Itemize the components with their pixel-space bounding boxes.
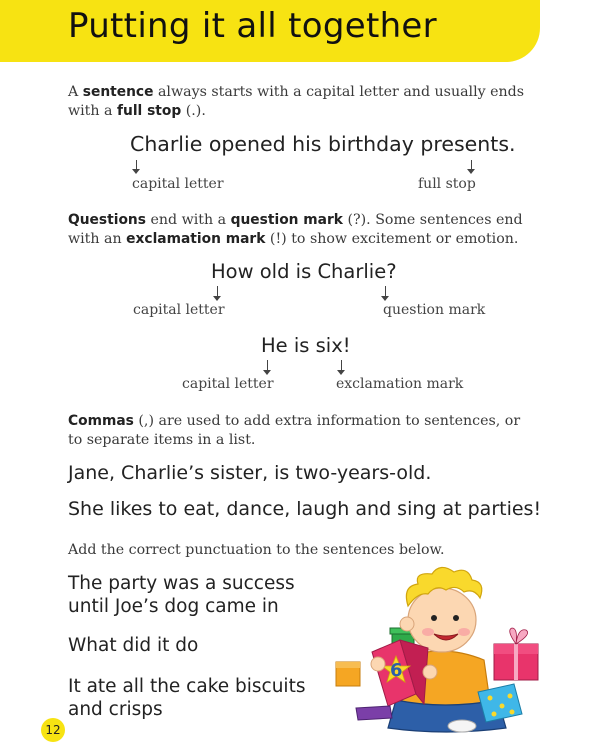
exercise-3-line-1: It ate all the cake biscuits: [68, 676, 306, 697]
exercise-3: [68, 675, 305, 721]
label-capital-letter-2: capital letter: [133, 302, 225, 318]
exercise-3-line-2: and crisps: [68, 699, 163, 720]
arrow-capital-1: [132, 160, 141, 174]
page-number: 12: [41, 718, 65, 742]
orange-gift-icon: [336, 662, 360, 686]
intro-paragraph: A sentence always starts with a capital letter and usually ends with a full stop (.).: [68, 84, 525, 119]
exercise-1-line-1: The party was a success: [68, 573, 295, 594]
boy-hand-right: [423, 665, 437, 679]
example-sentence-1: Charlie opened his birthday presents.: [130, 132, 516, 156]
label-exclamation-mark: exclamation mark: [336, 376, 464, 392]
questions-paragraph: Questions end with a question mark (?). Some sentences end with an exclamation mark (!) to show excitement or emotion.: [68, 212, 523, 247]
boy-eye-left: [431, 615, 437, 621]
exercise-2: [68, 634, 198, 657]
boy-face: [408, 588, 476, 652]
commas-paragraph: Commas (,) are used to add extra information to sentences, or to separate items in a list.: [68, 413, 521, 448]
term-commas: Commas: [68, 413, 134, 429]
label-capital-letter-3: capital letter: [182, 376, 274, 392]
instruction-text: Add the correct punctuation to the sentences below.: [68, 542, 445, 558]
arrow-exclamation-mark: [337, 360, 346, 375]
exercise-1: [68, 572, 295, 618]
term-full-stop: full stop: [117, 103, 182, 119]
birthday-card-icon: [372, 640, 428, 706]
exercise-1-line-2: until Joe’s dog came in: [68, 596, 279, 617]
example-sentence-3: He is six!: [261, 334, 351, 357]
label-full-stop: full stop: [418, 176, 476, 192]
boy-eye-right: [453, 615, 459, 621]
comma-example-2: She likes to eat, dance, laugh and sing at parties!: [68, 498, 542, 520]
boy-cheek-right: [458, 628, 470, 636]
term-questions: Questions: [68, 212, 146, 228]
arrow-question-mark: [381, 286, 390, 301]
boy-ear: [400, 617, 414, 631]
pink-gift-icon: [494, 628, 538, 680]
card-number: 6: [390, 660, 403, 681]
label-capital-letter-1: capital letter: [132, 176, 224, 192]
arrow-capital-2: [213, 286, 222, 301]
term-exclamation-mark: exclamation mark: [126, 231, 266, 247]
comma-example-1: Jane, Charlie’s sister, is two-years-old.: [68, 462, 432, 484]
arrow-capital-3: [263, 360, 272, 375]
arrow-full-stop: [467, 160, 476, 174]
page-title: Putting it all together: [68, 6, 437, 46]
term-question-mark: question mark: [230, 212, 343, 228]
label-question-mark: question mark: [383, 302, 486, 318]
boy-with-presents-illustration: [330, 560, 550, 735]
purple-gift-icon: [356, 706, 392, 720]
boy-hand-left: [371, 657, 385, 671]
boy-shoe: [448, 720, 476, 732]
example-sentence-2: How old is Charlie?: [211, 260, 397, 283]
exercise-2-line-1: What did it do: [68, 635, 199, 656]
term-sentence: sentence: [82, 84, 154, 100]
boy-cheek-left: [422, 628, 434, 636]
